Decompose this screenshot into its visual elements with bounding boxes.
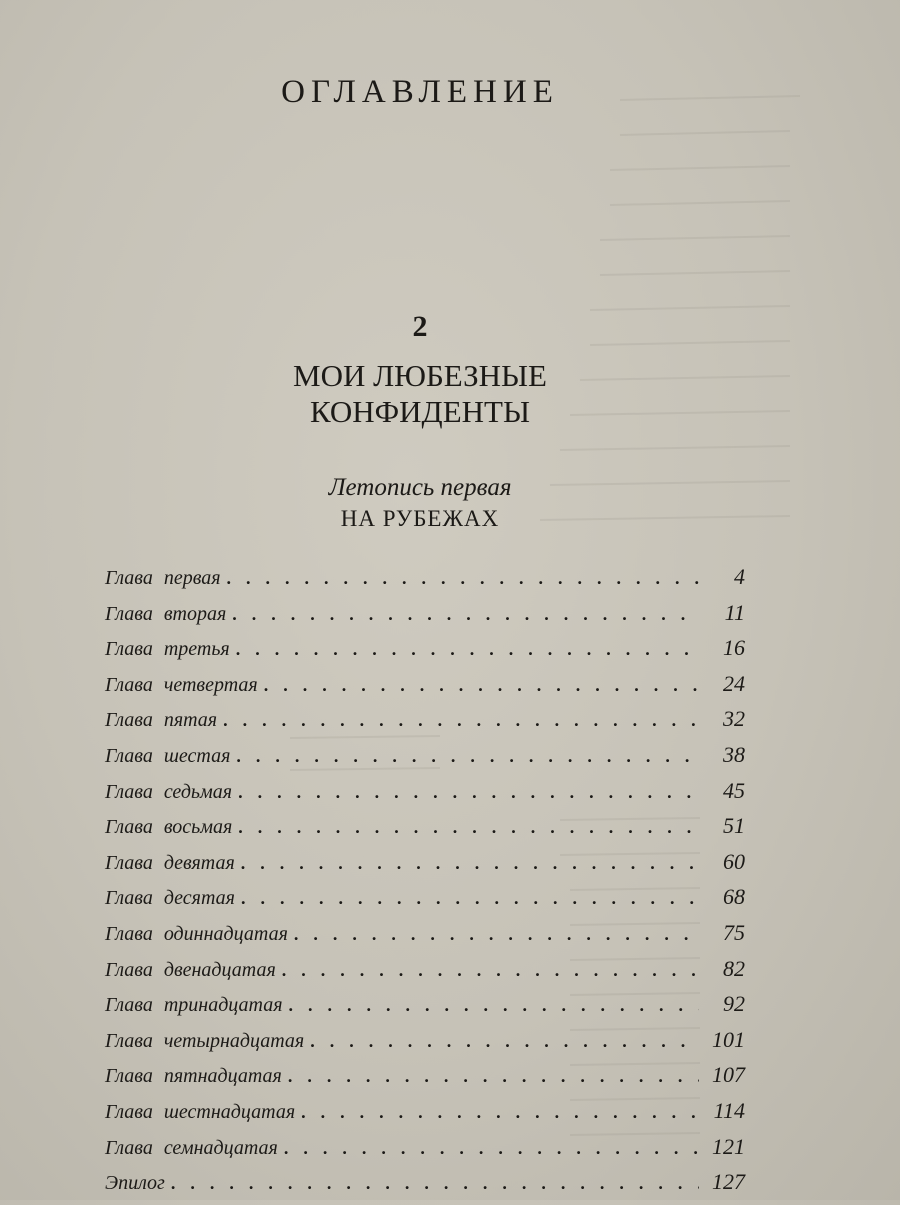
toc-entry (105, 849, 745, 885)
toc-entry-page: 38 (723, 741, 745, 767)
toc-leader-dots (227, 568, 699, 589)
toc-entry-label: Глава двенадцатая (105, 958, 276, 981)
toc-entry-label: Глава первая (105, 567, 221, 589)
toc-entry-page: 24 (723, 670, 745, 696)
toc-entry-page: 4 (734, 564, 745, 589)
toc-entry-label: Глава третья (105, 638, 230, 661)
toc-leader-dots (288, 1066, 699, 1087)
toc-leader-dots (238, 817, 699, 838)
toc-entry (105, 1027, 745, 1063)
toc-entry-label: Глава пятнадцатая (105, 1065, 282, 1088)
table-of-contents (105, 564, 745, 1205)
toc-entry-label: Глава шестнадцатая (105, 1100, 296, 1123)
toc-leader-dots (264, 675, 699, 696)
book-title (0, 358, 840, 430)
toc-entry (105, 956, 745, 992)
toc-entry (105, 991, 745, 1027)
toc-entry-page: 51 (723, 813, 745, 839)
toc-entry (105, 1169, 745, 1205)
volume-number: 2 (412, 310, 428, 343)
toc-leader-dots (223, 710, 699, 731)
toc-entry-label: Глава вторая (105, 602, 227, 625)
toc-entry (105, 671, 745, 707)
toc-entry-label: Глава тринадцатая (105, 994, 283, 1017)
toc-entry-label: Эпилог (105, 1172, 165, 1195)
toc-entry (105, 742, 745, 778)
toc-entry (105, 920, 745, 956)
toc-entry (105, 564, 745, 600)
toc-entry (105, 1098, 745, 1134)
toc-entry (105, 813, 745, 849)
toc-entry-page: 11 (724, 599, 745, 625)
toc-leader-dots (282, 960, 699, 981)
toc-entry-page: 107 (712, 1062, 745, 1088)
toc-entry-page: 16 (723, 635, 745, 661)
toc-leader-dots (289, 995, 699, 1016)
toc-entry-page: 45 (723, 777, 745, 803)
toc-entry-label: Глава седьмая (105, 780, 233, 803)
toc-entry-page: 127 (712, 1169, 745, 1195)
toc-entry-label: Глава семнадцатая (105, 1136, 278, 1159)
part-title: НА РУБЕЖАХ (340, 506, 500, 531)
toc-entry (105, 884, 745, 920)
toc-leader-dots (284, 1138, 699, 1159)
toc-entry-page: 60 (723, 848, 745, 874)
toc-leader-dots (294, 924, 699, 945)
part-name: Летопись первая (328, 474, 512, 501)
toc-leader-dots (236, 639, 699, 660)
toc-leader-dots (301, 1102, 699, 1123)
toc-entry (105, 635, 745, 671)
toc-entry-label: Глава девятая (105, 851, 235, 874)
toc-leader-dots (310, 1031, 699, 1052)
toc-entry (105, 1134, 745, 1170)
toc-entry (105, 778, 745, 814)
book-title-line-2: КОНФИДЕНТЫ (310, 394, 530, 429)
book-title-line-1: МОИ ЛЮБЕЗНЫЕ (293, 358, 547, 393)
toc-leader-dots (238, 782, 699, 803)
toc-entry-page: 114 (713, 1097, 745, 1123)
toc-entry-page: 68 (723, 884, 745, 910)
toc-entry (105, 1062, 745, 1098)
toc-entry-label: Глава восьмая (105, 816, 233, 839)
toc-entry-page: 92 (723, 991, 745, 1017)
toc-entry (105, 706, 745, 742)
toc-entry-page: 75 (723, 919, 745, 945)
toc-entry-label: Глава одиннадцатая (105, 922, 288, 945)
toc-leader-dots (232, 604, 699, 625)
toc-entry-page: 101 (712, 1026, 745, 1052)
toc-entry-page: 121 (712, 1133, 745, 1159)
toc-entry (105, 600, 745, 636)
toc-entry-label: Глава четырнадцатая (105, 1029, 305, 1052)
toc-entry-label: Глава шестая (105, 744, 231, 767)
toc-entry-label: Глава четвертая (105, 673, 258, 696)
toc-leader-dots (171, 1173, 699, 1194)
toc-leader-dots (241, 853, 699, 874)
toc-leader-dots (241, 888, 699, 909)
toc-entry-page: 82 (723, 955, 745, 981)
toc-entry-page: 32 (723, 706, 745, 732)
toc-entry-label: Глава десятая (105, 887, 235, 910)
toc-entry-label: Глава пятая (105, 709, 218, 732)
toc-leader-dots (236, 746, 699, 767)
page-heading: ОГЛАВЛЕНИЕ (281, 74, 559, 110)
